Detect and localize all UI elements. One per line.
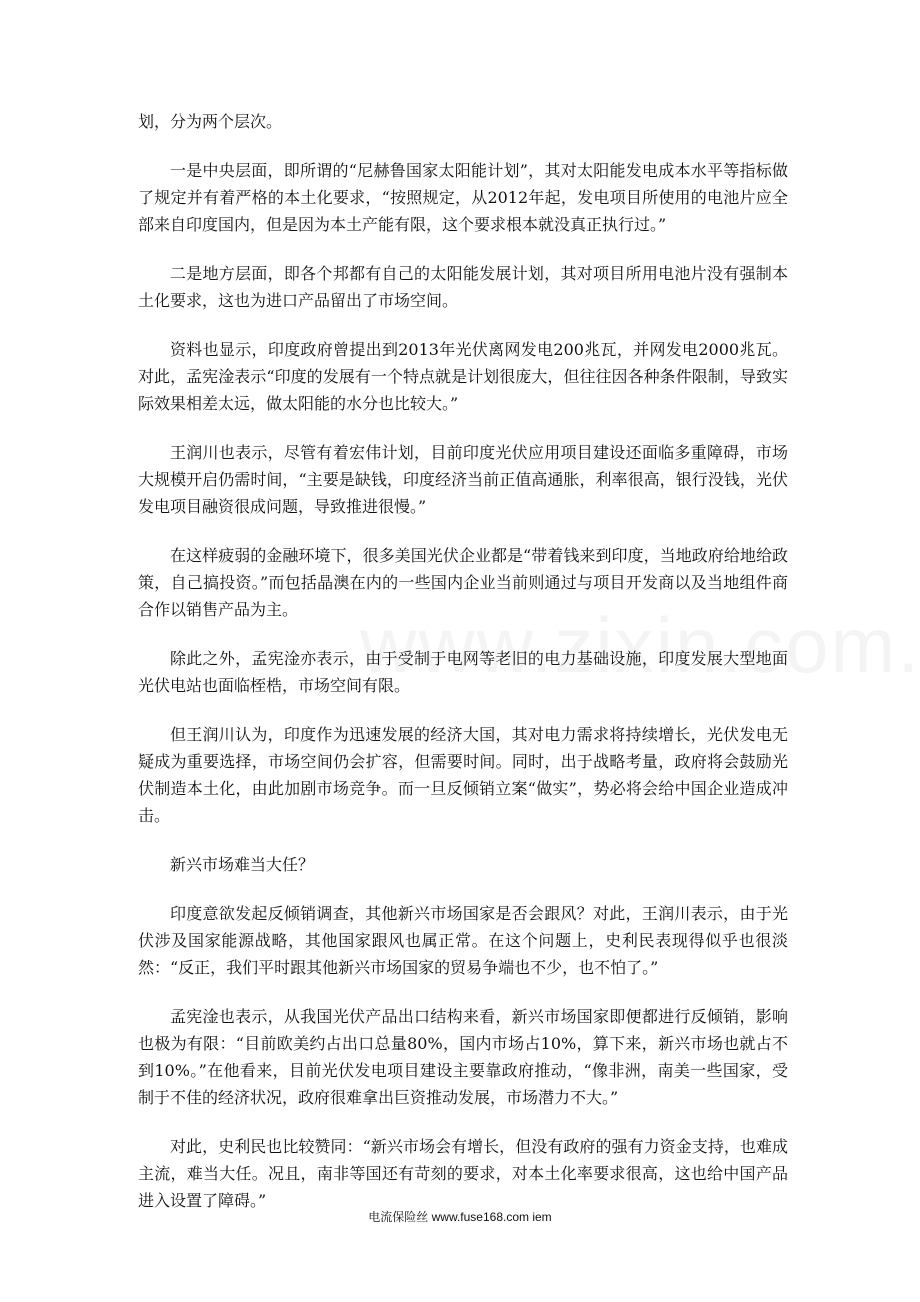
- paragraph-central-level: 一是中央层面，即所谓的“尼赫鲁国家太阳能计划”，其对太阳能发电成本水平等指标做了规定并有着严格的本土化要求，“按照规定，从2012年起，发电项目所使用的电池片应全部来自印度国内，但是因为本土产能有限，这个要求根本就没真正执行过。”: [138, 161, 788, 234]
- page-footer: 电流保险丝 www.fuse168.com iem: [368, 1210, 552, 1224]
- paragraph-export-structure: 孟宪淦也表示，从我国光伏产品出口结构来看，新兴市场国家即便都进行反倾销，影响也极为有限：“目前欧美约占出口总量80%，国内市场占10%，算下来，新兴市场也就占不到10%。”在他看来，目前光伏发电项目建设主要靠政府推动，“像非洲，南美一些国家，受制于不佳的经济状况，政府很难拿出巨资推动发展，市场潜力不大。”: [138, 1007, 788, 1107]
- document-body: [138, 108, 788, 1236]
- paragraph-obstacles: 王润川也表示，尽管有着宏伟计划，目前印度光伏应用项目建设还面临多重障碍，市场大规模开启仍需时间，“主要是缺钱，印度经济当前正值高通胀，利率很高，银行没钱，光伏发电项目融资很成问题，导致推进很慢。”: [138, 443, 788, 516]
- paragraph-financial-environment: 在这样疲弱的金融环境下，很多美国光伏企业都是“带着钱来到印度，当地政府给地给政策，自己搞投资。”而包括晶澳在内的一些国内企业当前则通过与项目开发商以及当地组件商合作以销售产品为主。: [138, 546, 788, 619]
- paragraph-government-targets: 资料也显示，印度政府曾提出到2013年光伏离网发电200兆瓦，并网发电2000兆瓦。对此，孟宪淦表示“印度的发展有一个特点就是计划很庞大，但往往因各种条件限制，导致实际效果相差太远，做太阳能的水分也比较大。”: [138, 340, 788, 413]
- paragraph-agreement: 对此，史利民也比较赞同：“新兴市场会有增长，但没有政府的强有力资金支持，也难成主流，难当大任。况且，南非等国还有苛刻的要求，对本土化率要求很高，这也给中国产品进入设置了障碍。”: [138, 1137, 788, 1210]
- paragraph-market-outlook: 但王润川认为，印度作为迅速发展的经济大国，其对电力需求将持续增长，光伏发电无疑成为重要选择，市场空间仍会扩容，但需要时间。同时，出于战略考量，政府将会鼓励光伏制造本土化，由此加剧市场竞争。而一旦反倾销立案“做实”，势必将会给中国企业造成冲击。: [138, 725, 788, 825]
- paragraph-infrastructure: 除此之外，孟宪淦亦表示，由于受制于电网等老旧的电力基础设施，印度发展大型地面光伏电站也面临桎梏，市场空间有限。: [138, 649, 788, 695]
- paragraph-continuation: 划，分为两个层次。: [138, 112, 283, 131]
- section-heading: 新兴市场难当大任？: [170, 855, 315, 874]
- paragraph-local-level: 二是地方层面，即各个邦都有自己的太阳能发展计划，其对项目所用电池片没有强制本土化要求，这也为进口产品留出了市场空间。: [138, 264, 788, 310]
- paragraph-follow-suit: 印度意欲发起反倾销调查，其他新兴市场国家是否会跟风？对此，王润川表示，由于光伏涉及国家能源战略，其他国家跟风也属正常。在这个问题上，史利民表现得似乎也很淡然：“反正，我们平时跟其他新兴市场国家的贸易争端也不少，也不怕了。”: [138, 904, 788, 977]
